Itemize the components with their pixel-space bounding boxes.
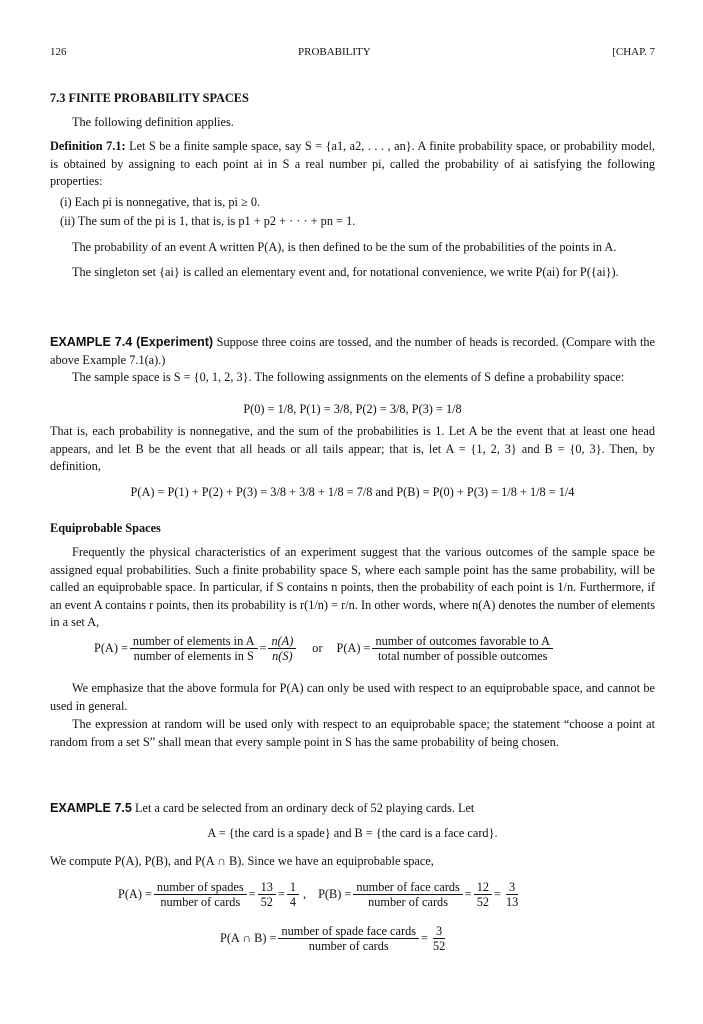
- fraction-13-52: $\frac{13}{52}$: [258, 880, 276, 909]
- example-7-4-result: P(A) = P(1) + P(2) + P(3) = 3/8 + 3/8 + 1/8 = 7/8 and P(B) = P(0) + P(3) = 1/8 + 1/8 = 1/4: [130, 485, 575, 499]
- page-number: 126: [50, 46, 67, 58]
- equiprobable-paragraph-1: Frequently the physical characteristics of an experiment suggest that the various outcomes of the sample space be assigned equal probabilities. Such a finite probability space S, where each sample point has the same probability, will be called an equiprobable space. In particular, if S contains n points, then the probability of each point is 1/n. Furthermore, if an event A contains r points, then its probability is r(1/n) = r/n. In other words, where n(A) denotes the number of elements in a set A,: [50, 545, 655, 630]
- fraction-3-52: $\frac{3}{52}$: [432, 924, 446, 953]
- events-definition: A = {the card is a spade} and B = {the card is a face card}.: [207, 826, 498, 840]
- equiprobable-heading: Equiprobable Spaces: [50, 521, 161, 535]
- example-7-5-label: EXAMPLE 7.5: [50, 801, 132, 815]
- section-heading: 7.3 FINITE PROBABILITY SPACES: [50, 91, 249, 105]
- fraction-spade-face-cards: $\frac{\text{number of spade face cards}}{\text{number of cards}}$: [278, 924, 419, 953]
- property-i: (i) Each pi is nonnegative, that is, pi ≥ 0.: [60, 195, 261, 209]
- example-7-4-lead: Suppose three coins are tossed, and the number of heads is recorded. (Compare with the above Example 7.1(a).): [50, 335, 655, 367]
- running-title: PROBABILITY: [298, 46, 371, 58]
- definition-label: Definition 7.1:: [50, 139, 126, 153]
- formula-lhs-1: P(A) =: [94, 641, 128, 655]
- chapter-label: [CHAP. 7: [612, 46, 655, 58]
- fraction-face-cards: $\frac{\text{number of face cards}}{\text{number of cards}}$: [353, 880, 462, 909]
- section-intro: The following definition applies.: [72, 115, 234, 129]
- example-7-5-lead: Let a card be selected from an ordinary deck of 52 playing cards. Let: [134, 801, 475, 815]
- fraction-3-13: $\frac{3}{13}$: [505, 880, 519, 909]
- spade-face-formula: P(A) = $\frac{\text{number of spades}}{\text{number of cards}}$ = $\frac{13}{52}$ = $\frac{1}{4}$ , P(B) = $\frac{\text{number of face cards}}{\text{number of cards}}$ = $\frac{12}{52}$ = $\frac{3}{13}$: [118, 880, 523, 909]
- equiprobable-paragraph-3: The expression at random will be used only with respect to an equiprobable space; the statement “choose a point at random from a set S” shall mean that every sample point in S has the same probability of being chosen.: [50, 717, 655, 749]
- equiprobable-paragraph-2: We emphasize that the above formula for P(A) can only be used with respect to an equiprobable space, and cannot be used in general.: [50, 681, 655, 713]
- example-7-5: [50, 800, 655, 818]
- definition-7-1: [50, 138, 655, 191]
- fraction-outcomes: $\frac{\text{number of outcomes favorable to A}}{\text{total number of possible outcomes}}$: [372, 634, 553, 663]
- definition-text: Let S be a finite sample space, say S = {a1, a2, . . . , an}. A finite probability space, or probability model, is obtained by assigning to each point ai in S a real number pi, called the probability of ai satisfying the following properties:: [50, 139, 655, 189]
- sample-space-text: The sample space is S = {0, 1, 2, 3}. The following assignments on the elements of S define a probability space:: [72, 370, 625, 385]
- event-probability-text: The probability of an event A written P(A), is then defined to be the sum of the probabilities of the points in A.: [72, 240, 617, 254]
- equiprobable-formula: P(A) = $\frac{\text{number of elements in A}}{\text{number of elements in S}}$ = $\frac{n(A)}{n(S)}$ or P(A) = $\frac{\text{number of outcomes favorable to A}}{\text{total number of possible outcomes}}$: [94, 634, 555, 663]
- example-7-4: [50, 334, 655, 387]
- example-7-4-label: EXAMPLE 7.4 (Experiment): [50, 335, 214, 349]
- fraction-spades: $\frac{\text{number of spades}}{\text{number of cards}}$: [154, 880, 247, 909]
- fraction-elements: $\frac{\text{number of elements in A}}{\text{number of elements in S}}$: [130, 634, 258, 663]
- probability-assignments: P(0) = 1/8, P(1) = 3/8, P(2) = 3/8, P(3) = 1/8: [243, 402, 462, 416]
- example-7-4-explanation: That is, each probability is nonnegative, and the sum of the probabilities is 1. Let A be the event that at least one head appears, and let B be the event that all heads or all tails appear; that is, let A = {1, 2, 3} and B = {0, 3}. Then, by definition,: [50, 424, 655, 474]
- pb-lhs: P(B) =: [318, 887, 352, 901]
- singleton-text: The singleton set {ai} is called an elementary event and, for notational convenience, we write P(ai) for P({ai}).: [72, 265, 619, 279]
- formula-lhs-2: P(A) =: [336, 641, 371, 655]
- formula-or: or: [312, 641, 323, 655]
- pa-lhs: P(A) =: [118, 887, 152, 901]
- fraction-1-4: $\frac{1}{4}$: [287, 880, 299, 909]
- intersection-formula: P(A ∩ B) = $\frac{\text{number of spade face cards}}{\text{number of cards}}$ = $\frac{3}{52}$: [220, 924, 450, 953]
- property-ii: (ii) The sum of the pi is 1, that is, is p1 + p2 + · · · + pn = 1.: [60, 214, 356, 228]
- fraction-12-52: $\frac{12}{52}$: [474, 880, 492, 909]
- example-7-5-compute: We compute P(A), P(B), and P(A ∩ B). Since we have an equiprobable space,: [50, 854, 434, 868]
- fraction-counts: $\frac{n(A)}{n(S)}$: [268, 634, 296, 663]
- pab-lhs: P(A ∩ B) =: [220, 931, 277, 945]
